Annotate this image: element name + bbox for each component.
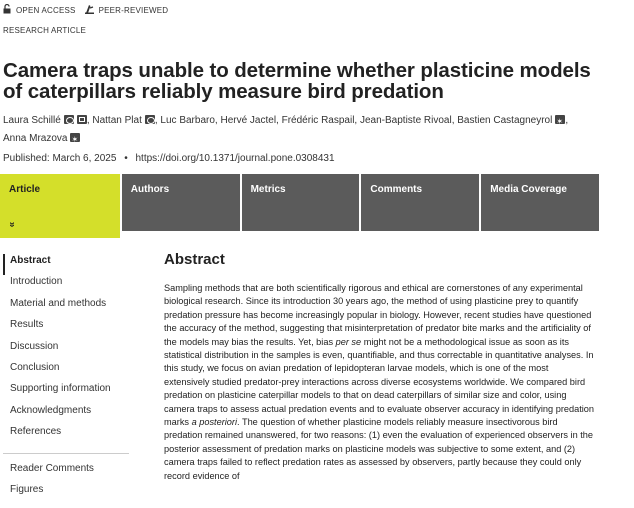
tab-authors-label: Authors [130, 184, 170, 195]
article-title: Camera traps unable to determine whether plasticine models of caterpillars reliably measure bird predation [3, 59, 591, 103]
nav-item-references[interactable]: References [10, 426, 62, 438]
author-separator: , [154, 115, 161, 126]
nav-item-reader-comments[interactable]: Reader Comments [10, 462, 94, 474]
tab-metrics[interactable] [242, 174, 360, 231]
abstract-heading: Abstract [164, 251, 225, 268]
author-name[interactable]: Luc Barbaro [160, 115, 215, 126]
author-separator: , [565, 115, 569, 126]
tab-media-coverage-label: Media Coverage [490, 184, 567, 195]
nav-item-figures[interactable]: Figures [10, 483, 44, 495]
author-separator: , [86, 115, 93, 126]
tab-comments-label: Comments [370, 184, 423, 195]
doi-link[interactable]: https://doi.org/10.1371/journal.pone.0308431 [135, 153, 335, 164]
author-item [282, 115, 360, 126]
tab-article[interactable] [0, 174, 120, 238]
star-icon [70, 133, 80, 142]
author-name[interactable]: Bastien Castagneyrol [457, 115, 553, 126]
author-name[interactable]: Laura Schillé [3, 115, 61, 126]
nav-item-conclusion[interactable]: Conclusion [10, 361, 60, 373]
abstract-part-3: . The question of whether plasticine models reliably measure insectivorous bird predation remained unanswered, for two reasons: (1) even the evaluation of experienced observers in the posterior assessment of predation marks on plasticine models was subjective to some extent, and (2) camera traps failed to reflect predation rates as assessed by observers, partly because they could only record evidence of [164, 417, 594, 481]
author-item [160, 115, 220, 126]
author-list [3, 112, 628, 148]
open-lock-icon [3, 4, 11, 16]
author-separator: , [354, 115, 360, 126]
author-name[interactable]: Hervé Jactel [220, 115, 277, 126]
author-item [3, 133, 80, 144]
nav-item-introduction[interactable]: Introduction [10, 276, 63, 288]
bullet-separator: • [124, 153, 128, 164]
author-separator: , [451, 115, 458, 126]
nav-item-discussion[interactable]: Discussion [10, 340, 59, 352]
author-separator: , [214, 115, 221, 126]
author-separator: , [276, 115, 282, 126]
nav-item-abstract[interactable]: Abstract [3, 254, 129, 275]
peer-reviewed-icon [85, 4, 94, 16]
mail-icon[interactable] [77, 115, 87, 124]
tab-article-label: Article [9, 184, 41, 195]
article-type: RESEARCH ARTICLE [3, 26, 87, 35]
section-nav [3, 254, 129, 504]
tab-metrics-label: Metrics [250, 184, 286, 195]
abstract-emphasis-2: a posteriori [191, 417, 238, 428]
star-icon [555, 115, 565, 124]
author-name[interactable]: Nattan Plat [92, 115, 142, 126]
tab-comments[interactable] [361, 174, 479, 231]
abstract-part-1: Sampling methods that are both scientifically rigorous and ethical are cornerstones of any experimental biological research. Since its introduction 30 years ago, the method of using plasticine prey to quantify predation pressure has become increasingly popular in biology. However, recent studies have questioned the accuracy of the method, suggesting that misinterpretation of predator bite marks and the artificiality of the models may bias the results. Yet, bias [164, 283, 592, 347]
abstract-part-2: might not be a methodological issue as soon as its statistical distribution in the samples is even, quantifiable, and thus correctable in quantitative analyses. In this study, we focus on avian predation of lepidopteran larvae models, which is one of the most extensively studied predator-prey interactions across diverse ecosystems worldwide. We compared bird predation on plasticine caterpillar models to that on dead caterpillars of similar size and color, using camera traps to assess actual predation events and to evaluate observer accuracy in identifying predation marks [164, 336, 595, 428]
author-name[interactable]: Anna Mrazova [3, 133, 68, 144]
tab-media-coverage[interactable] [481, 174, 599, 231]
abstract-text [164, 282, 596, 483]
orcid-icon[interactable] [145, 115, 155, 124]
publication-info [3, 153, 335, 164]
nav-item-supporting-information[interactable]: Supporting information [10, 383, 111, 395]
access-badges [3, 4, 177, 16]
tab-authors[interactable] [122, 174, 240, 231]
abstract-emphasis-1: per se [335, 336, 362, 347]
peer-reviewed-badge [85, 4, 169, 16]
author-name[interactable]: Jean-Baptiste Rivoal [359, 115, 452, 126]
author-item [92, 115, 160, 126]
open-access-label: OPEN ACCESS [16, 5, 76, 15]
nav-item-material-and-methods[interactable]: Material and methods [10, 297, 107, 309]
peer-reviewed-label: PEER-REVIEWED [98, 5, 169, 15]
published-date: Published: March 6, 2025 [3, 153, 117, 164]
nav-item-results[interactable]: Results [10, 319, 44, 331]
orcid-icon[interactable] [64, 115, 74, 124]
nav-divider [3, 453, 129, 454]
author-item [220, 115, 281, 126]
author-item [3, 115, 92, 126]
author-item [457, 115, 568, 126]
author-name[interactable]: Frédéric Raspail [281, 115, 355, 126]
article-tabs [0, 174, 599, 231]
nav-item-acknowledgments[interactable]: Acknowledgments [10, 404, 92, 416]
author-item [360, 115, 457, 126]
open-access-badge [3, 4, 76, 16]
chevron-down-icon: » [6, 221, 18, 228]
